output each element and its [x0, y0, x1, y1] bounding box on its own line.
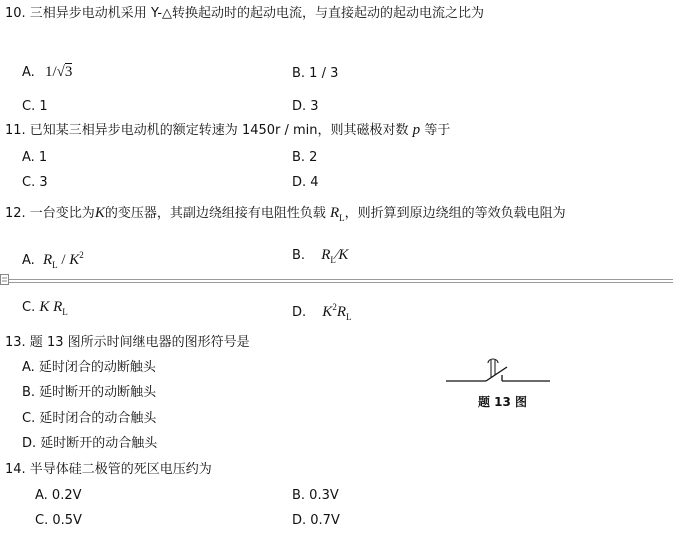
q12-a-expr: $R_L / K^2$ [42, 250, 84, 270]
q12-var-k: K [94, 205, 105, 221]
option-label: C. [22, 300, 36, 315]
option-label: B. [292, 248, 306, 263]
q11-var-p: p [412, 122, 421, 138]
q12-option-d [292, 299, 351, 325]
sqrt-icon: √ [56, 64, 65, 80]
q10-a-radicand: 3 [64, 64, 73, 80]
q14-option-c: C. 0.5V [35, 513, 82, 528]
q12-c-expr: K $R_L$ [39, 299, 68, 317]
q12-option-a [22, 247, 84, 273]
q14-option-a: A. 0.2V [35, 488, 82, 503]
q12-d-expr: $K^2R_L$ [322, 302, 352, 322]
q10-stem: 10. 三相异步电动机采用 Y-△转换起动时的起动电流，与直接起动的起动电流之比为 [5, 6, 485, 21]
option-label: A. [22, 253, 35, 268]
q11-option-c: C. 3 [22, 175, 48, 190]
q12-var-r: $R_L$ [329, 205, 345, 223]
q13-option-c: C. 延时闭合的动合触头 [22, 411, 157, 426]
option-label: A. [22, 65, 35, 80]
option-label: D. [292, 305, 307, 320]
q12-stem [5, 205, 566, 226]
q12-stem-part1: 12. 一台变比为 [5, 206, 95, 221]
q12-stem-part2: 的变压器，其副边绕组接有电阻性负载 [104, 206, 326, 221]
q14-option-b: B. 0.3V [292, 488, 339, 503]
q11-stem [5, 122, 450, 139]
q11-stem-prefix: 11. 已知某三相异步电动机的额定转速为 1450r / min，则其磁极对数 [5, 123, 409, 138]
q14-stem: 14. 半导体硅二极管的死区电压约为 [5, 462, 212, 477]
q13-option-d: D. 延时断开的动合触头 [22, 436, 158, 451]
q11-option-b: B. 2 [292, 150, 318, 165]
q12-b-expr: $R_L∕K$ [321, 247, 349, 265]
q14-option-d: D. 0.7V [292, 513, 340, 528]
q10-a-fraction: 1/ [44, 64, 57, 80]
q10-option-a [22, 64, 72, 81]
page-break-divider [0, 279, 673, 283]
q12-option-c [22, 299, 68, 320]
q12-option-b [292, 247, 348, 268]
q11-option-d: D. 4 [292, 175, 319, 190]
q11-stem-suffix: 等于 [424, 123, 451, 138]
q10-option-d: D. 3 [292, 99, 319, 114]
q10-option-c: C. 1 [22, 99, 48, 114]
q12-stem-part3: ，则折算到原边绕组的等效负载电阻为 [344, 206, 566, 221]
q11-option-a: A. 1 [22, 150, 48, 165]
q13-option-a: A. 延时闭合的动断触头 [22, 360, 156, 375]
figure-caption: 题 13 图 [478, 395, 528, 409]
time-relay-contact-symbol [440, 352, 555, 384]
q13-stem: 13. 题 13 图所示时间继电器的图形符号是 [5, 335, 250, 350]
q10-option-b: B. 1 / 3 [292, 66, 339, 81]
anchor-icon [0, 274, 10, 286]
q13-option-b: B. 延时断开的动断触头 [22, 385, 157, 400]
